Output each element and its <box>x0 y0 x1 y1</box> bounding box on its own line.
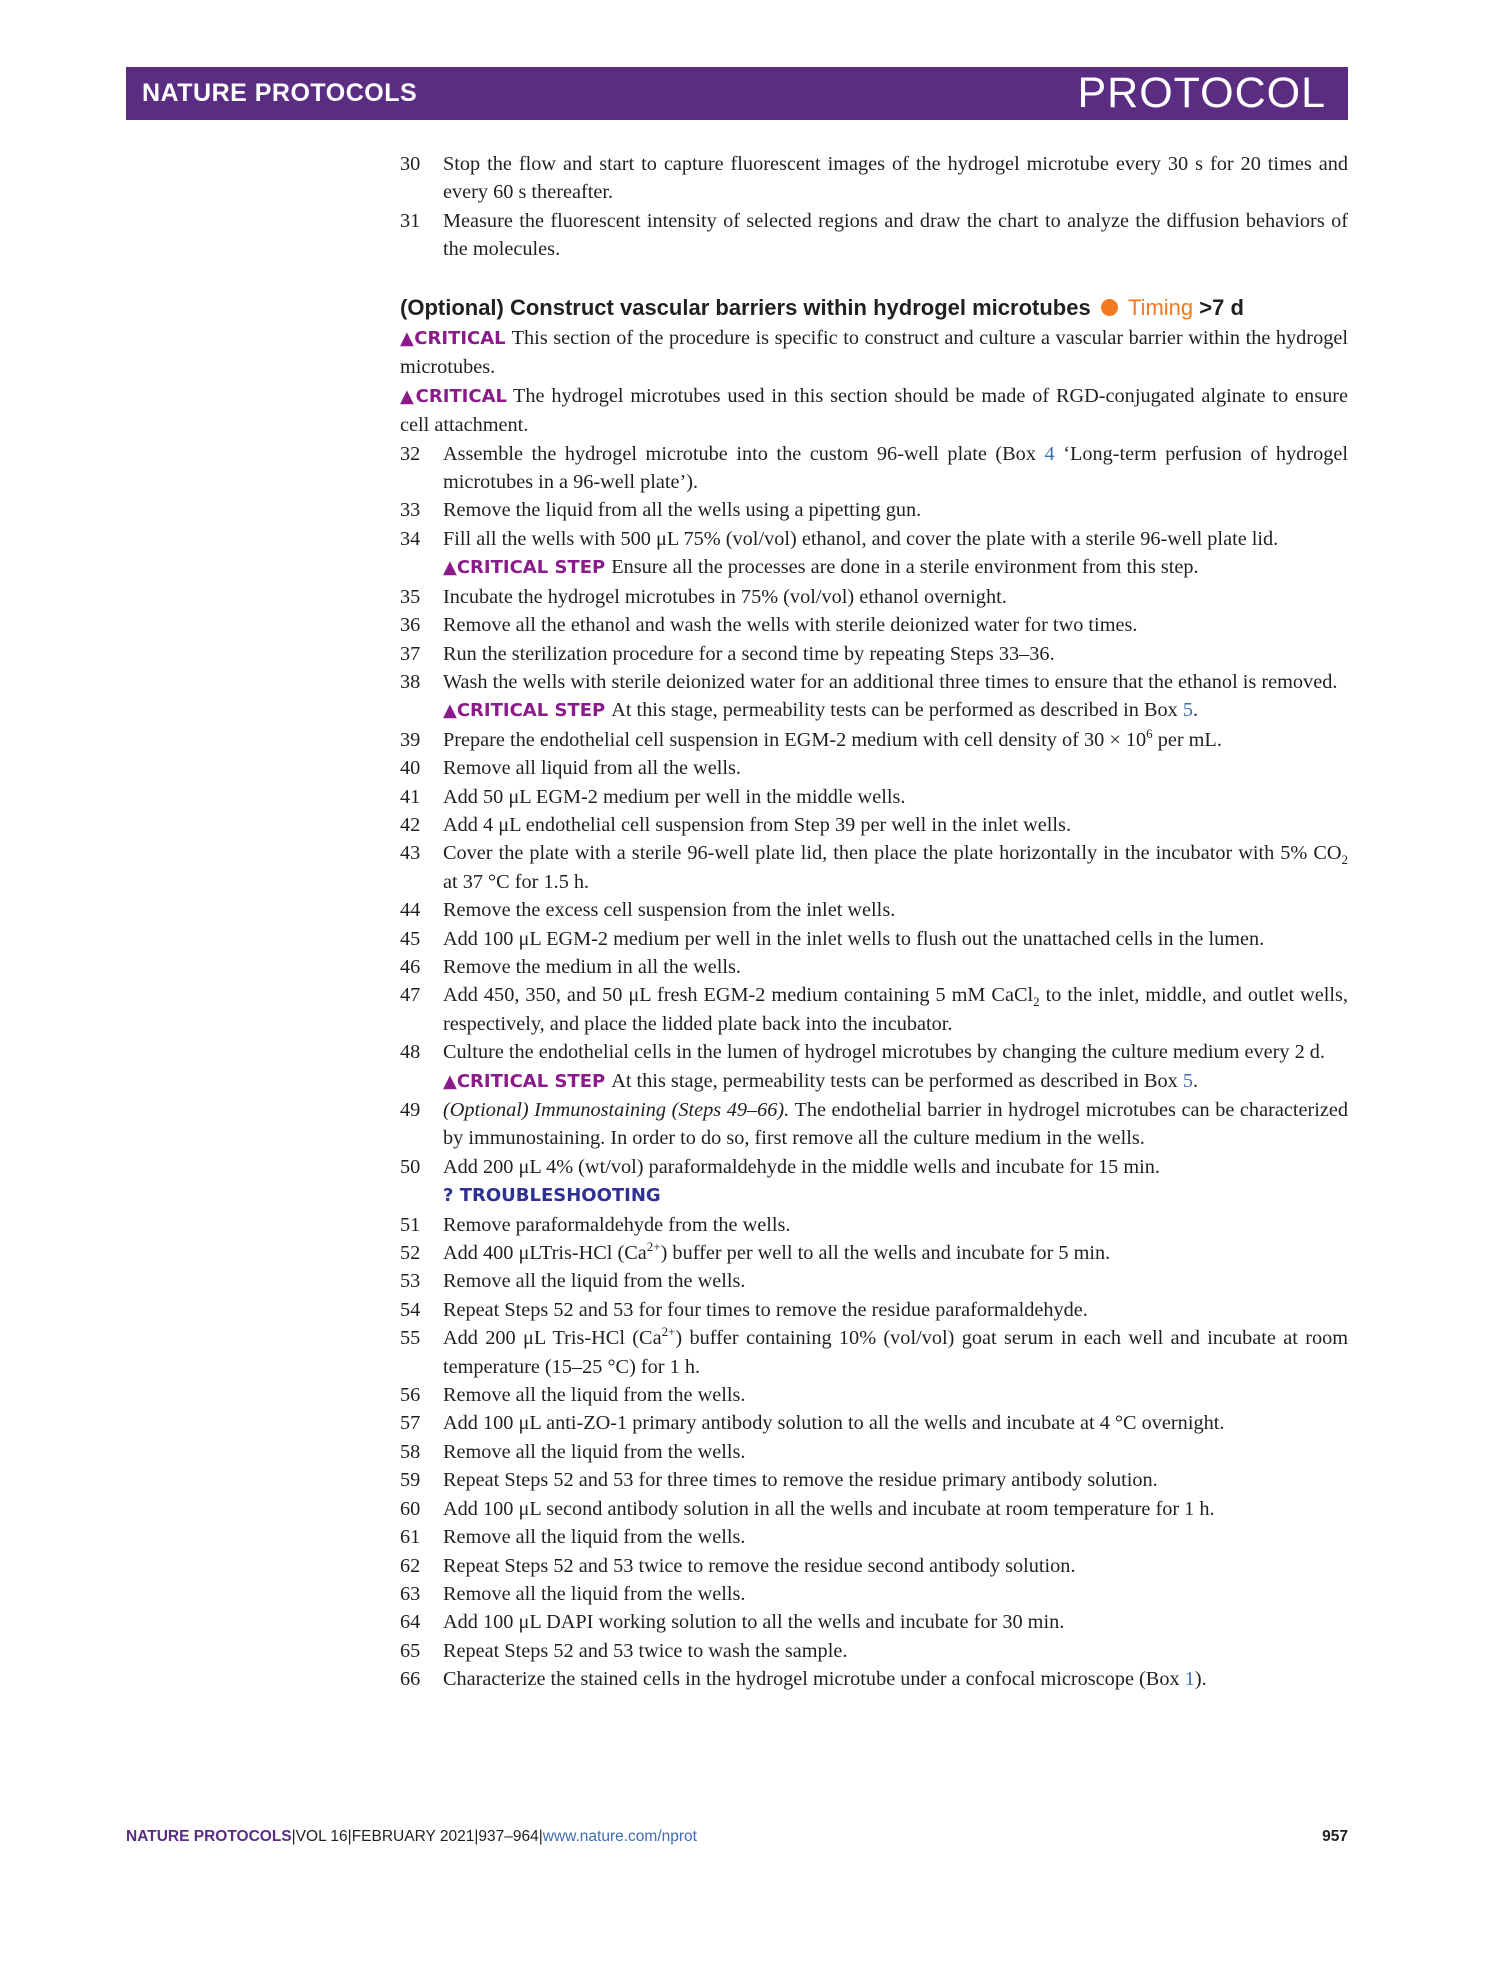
step-number: 30 <box>400 153 421 175</box>
step-number: 58 <box>400 1440 421 1463</box>
step-43 <box>400 839 1348 896</box>
critical-step-note: ▲CRITICAL STEP At this stage, permeability tests can be performed as described in Box 5. <box>443 1069 1199 1092</box>
page-content <box>400 150 1348 1694</box>
critical-note-2 <box>400 382 1348 440</box>
section-title: (Optional) Construct vascular barriers within hydrogel microtubes <box>400 294 1091 320</box>
step-37 <box>400 640 1348 668</box>
step-text: Repeat Steps 52 and 53 twice to wash the sample. <box>443 1639 848 1662</box>
step-38 <box>400 668 1348 696</box>
steps-list-d <box>400 896 1348 981</box>
step-number: 53 <box>400 1270 421 1293</box>
steps-list-e <box>400 1267 1348 1324</box>
journal-url-link[interactable]: www.nature.com/nprot <box>542 1828 697 1845</box>
timing-value: >7 d <box>1199 294 1244 320</box>
step-number: 51 <box>400 1213 421 1236</box>
step-53 <box>400 1267 1348 1295</box>
step-text: Remove all the ethanol and wash the wells with sterile deionized water for two times. <box>443 614 1138 637</box>
step-32 <box>400 440 1348 497</box>
step-text: Fill all the wells with 500 μL 75% (vol/vol) ethanol, and cover the plate with a sterile 96-well plate lid. <box>443 527 1279 550</box>
steps-list-f <box>400 1381 1348 1665</box>
step-65 <box>400 1637 1348 1665</box>
critical-label: ▲CRITICAL <box>400 385 507 407</box>
step-48 <box>400 1038 1348 1066</box>
step-62 <box>400 1552 1348 1580</box>
step-text: Culture the endothelial cells in the lumen of hydrogel microtubes by changing the culture medium every 2 d. <box>443 1041 1325 1064</box>
step-55 <box>400 1324 1348 1381</box>
step-54 <box>400 1296 1348 1324</box>
step-number: 61 <box>400 1526 421 1549</box>
step-text: Wash the wells with sterile deionized water for an additional three times to ensure that the ethanol is removed. <box>443 670 1338 693</box>
step-40 <box>400 754 1348 782</box>
critical-step-label: ▲CRITICAL STEP <box>443 557 606 579</box>
step-number: 39 <box>400 728 421 751</box>
journal-name: NATURE PROTOCOLS <box>142 79 418 107</box>
step-56 <box>400 1381 1348 1409</box>
timing-dot-icon <box>1101 299 1118 316</box>
step-number: 38 <box>400 670 421 693</box>
step-number: 47 <box>400 984 421 1007</box>
footer-citation: NATURE PROTOCOLS|VOL 16|FEBRUARY 2021|937–964|www.nature.com/nprot <box>126 1828 697 1845</box>
step-41 <box>400 783 1348 811</box>
step-63 <box>400 1580 1348 1608</box>
step-number: 44 <box>400 899 421 922</box>
step-number: 65 <box>400 1639 421 1662</box>
step-number: 42 <box>400 813 421 836</box>
step-45 <box>400 925 1348 953</box>
step-59 <box>400 1466 1348 1494</box>
step-text: Add 200 μL Tris-HCl $(Ca^{2+})$ buffer containing 10% (vol/vol) goat serum in each well and incubate at room temperature (15–25 °C) for 1 h. <box>443 1324 1349 1378</box>
step-text: (Optional) Immunostaining (Steps 49–66). The endothelial barrier in hydrogel microtubes can be characterized by immunostaining. In order to do so, first remove all the culture medium in the wells. <box>443 1099 1348 1150</box>
step-text: Add 100 μL second antibody solution in all the wells and incubate at room temperature for 1 h. <box>443 1497 1215 1520</box>
critical-step-note: ▲CRITICAL STEP At this stage, permeability tests can be performed as described in Box 5. <box>443 699 1199 722</box>
step-text: Add 400 μLTris-HCl $(Ca^{2+})$ buffer per well to all the wells and incubate for 5 min. <box>443 1239 1111 1265</box>
step-text: Add 100 μL EGM-2 medium per well in the inlet wells to flush out the unattached cells in the lumen. <box>443 927 1265 950</box>
troubleshooting-note <box>400 1181 1348 1210</box>
box-link[interactable]: 5 <box>1182 1069 1194 1092</box>
step-number: 32 <box>400 442 421 465</box>
step-number: 45 <box>400 927 421 950</box>
page-number: 957 <box>1322 1828 1348 1845</box>
step-text: Add 450, 350, and 50 μL fresh EGM-2 medium containing 5 mM CaCl$_2$ to the inlet, middle, and outlet wells, respectively, and place the lidded plate back into the incubator. <box>443 984 1348 1035</box>
step-34 <box>400 525 1348 553</box>
step-number: 49 <box>400 1099 421 1121</box>
page-footer <box>126 1828 1348 1846</box>
step-number: 64 <box>400 1611 421 1634</box>
box-link[interactable]: 4 <box>1044 442 1055 465</box>
step-66 <box>400 1665 1348 1693</box>
step-30 <box>400 150 1348 207</box>
step-text: Prepare the endothelial cell suspension in EGM-2 medium with cell density of $30 \times 10^6$ per mL. <box>443 725 1222 751</box>
step-44 <box>400 896 1348 924</box>
step-text: Remove all the liquid from the wells. <box>443 1526 746 1549</box>
step-text: Cover the plate with a sterile 96-well plate lid, then place the plate horizontally in the incubator with 5% $CO_2$ at 37 °C for 1.5 h. <box>443 842 1348 893</box>
critical-note-1 <box>400 324 1348 382</box>
step-text: Add 4 μL endothelial cell suspension from Step 39 per well in the inlet wells. <box>443 813 1072 836</box>
step-number: 48 <box>400 1041 421 1064</box>
step-number: 57 <box>400 1412 421 1435</box>
step-number: 35 <box>400 585 421 608</box>
steps-list-b <box>400 583 1348 697</box>
step-number: 60 <box>400 1497 421 1520</box>
timing-label: Timing <box>1127 294 1194 320</box>
step-number: 40 <box>400 757 421 780</box>
step-number: 56 <box>400 1384 421 1407</box>
step-text: Repeat Steps 52 and 53 for three times to remove the residue primary antibody solution. <box>443 1469 1158 1492</box>
step-number: 37 <box>400 642 421 665</box>
step-number: 33 <box>400 499 421 522</box>
step-52 <box>400 1239 1348 1267</box>
step-text: Remove all the liquid from the wells. <box>443 1270 746 1293</box>
steps-list-a <box>400 150 1348 264</box>
step-text: Repeat Steps 52 and 53 twice to remove the residue second antibody solution. <box>443 1554 1076 1577</box>
step-text: Remove the medium in all the wells. <box>443 955 741 978</box>
step-number: 41 <box>400 785 421 808</box>
step-text: Remove paraformaldehyde from the wells. <box>443 1213 791 1236</box>
step-number: 50 <box>400 1155 421 1178</box>
section-heading <box>400 294 1348 322</box>
step-text: Remove all liquid from all the wells. <box>443 757 741 780</box>
step-text: Add 200 μL 4% (wt/vol) paraformaldehyde in the middle wells and incubate for 15 min. <box>443 1155 1160 1178</box>
step-number: 63 <box>400 1582 421 1605</box>
step-text: Remove all the liquid from the wells. <box>443 1582 746 1605</box>
step-number: 55 <box>400 1327 421 1350</box>
step-51 <box>400 1211 1348 1239</box>
step-49 <box>400 1096 1348 1153</box>
step-text: Incubate the hydrogel microtubes in 75% (vol/vol) ethanol overnight. <box>443 585 1007 608</box>
step-35 <box>400 583 1348 611</box>
step-58 <box>400 1438 1348 1466</box>
step-text: Remove the liquid from all the wells using a pipetting gun. <box>443 499 922 522</box>
critical-step-label: ▲CRITICAL STEP <box>443 700 606 722</box>
critical-text: The hydrogel microtubes used in this section should be made of RGD-conjugated alginate to ensure cell attachment. <box>400 384 1348 437</box>
step-64 <box>400 1608 1348 1636</box>
step-33 <box>400 496 1348 524</box>
step-46 <box>400 953 1348 981</box>
troubleshooting-label[interactable]: ? TROUBLESHOOTING <box>443 1185 661 1207</box>
step-number: 46 <box>400 955 421 978</box>
step-number: 62 <box>400 1554 421 1577</box>
step-60 <box>400 1495 1348 1523</box>
step-number: 34 <box>400 527 421 550</box>
step-31 <box>400 207 1348 264</box>
step-number: 52 <box>400 1242 421 1265</box>
step-number: 54 <box>400 1298 421 1321</box>
step-text: Stop the flow and start to capture fluorescent images of the hydrogel microtube every 30 s for 20 times and every 60 s thereafter. <box>443 153 1348 204</box>
step-text: Remove all the liquid from the wells. <box>443 1384 746 1407</box>
step-50 <box>400 1153 1348 1181</box>
step-61 <box>400 1523 1348 1551</box>
step-42 <box>400 811 1348 839</box>
step-text: Remove the excess cell suspension from the inlet wells. <box>443 899 896 922</box>
step-text: Assemble the hydrogel microtube into the custom 96-well plate (Box 4 ‘Long-term perfusion of hydrogel microtubes in a 96-well plate’). <box>443 442 1348 494</box>
critical-label: ▲CRITICAL <box>400 328 506 350</box>
steps-list-c <box>400 754 1348 839</box>
journal-banner <box>126 67 1348 120</box>
step-text: Add 50 μL EGM-2 medium per well in the middle wells. <box>443 785 906 808</box>
step-text: Remove all the liquid from the wells. <box>443 1440 746 1463</box>
step-text: Measure the fluorescent intensity of selected regions and draw the chart to analyze the diffusion behaviors of the molecules. <box>443 209 1348 261</box>
step-text: Add 100 μL anti-ZO-1 primary antibody solution to all the wells and incubate at 4 °C overnight. <box>443 1412 1225 1435</box>
step-number: 59 <box>400 1469 421 1492</box>
step-number: 43 <box>400 842 421 865</box>
step-text: Characterize the stained cells in the hydrogel microtube under a confocal microscope (Box 1). <box>443 1668 1207 1691</box>
critical-step-label: ▲CRITICAL STEP <box>443 1070 606 1092</box>
step-text: Add 100 μL DAPI working solution to all the wells and incubate for 30 min. <box>443 1611 1065 1634</box>
box-link[interactable]: 1 <box>1184 1668 1195 1691</box>
step-number: 36 <box>400 614 421 637</box>
step-47 <box>400 981 1348 1038</box>
step-number: 66 <box>400 1668 421 1691</box>
article-type: PROTOCOL <box>1077 69 1326 117</box>
step-39 <box>400 726 1348 754</box>
step-number: 31 <box>400 209 421 232</box>
critical-text: This section of the procedure is specific to construct and culture a vascular barrier within the hydrogel microtubes. <box>400 327 1348 379</box>
critical-step-note: ▲CRITICAL STEP Ensure all the processes are done in a sterile environment from this step. <box>443 556 1199 579</box>
box-link[interactable]: 5 <box>1182 699 1194 722</box>
step-57 <box>400 1409 1348 1437</box>
step-36 <box>400 611 1348 639</box>
step-text: Repeat Steps 52 and 53 for four times to remove the residue paraformaldehyde. <box>443 1298 1088 1321</box>
step-text: Run the sterilization procedure for a second time by repeating Steps 33–36. <box>443 642 1055 665</box>
